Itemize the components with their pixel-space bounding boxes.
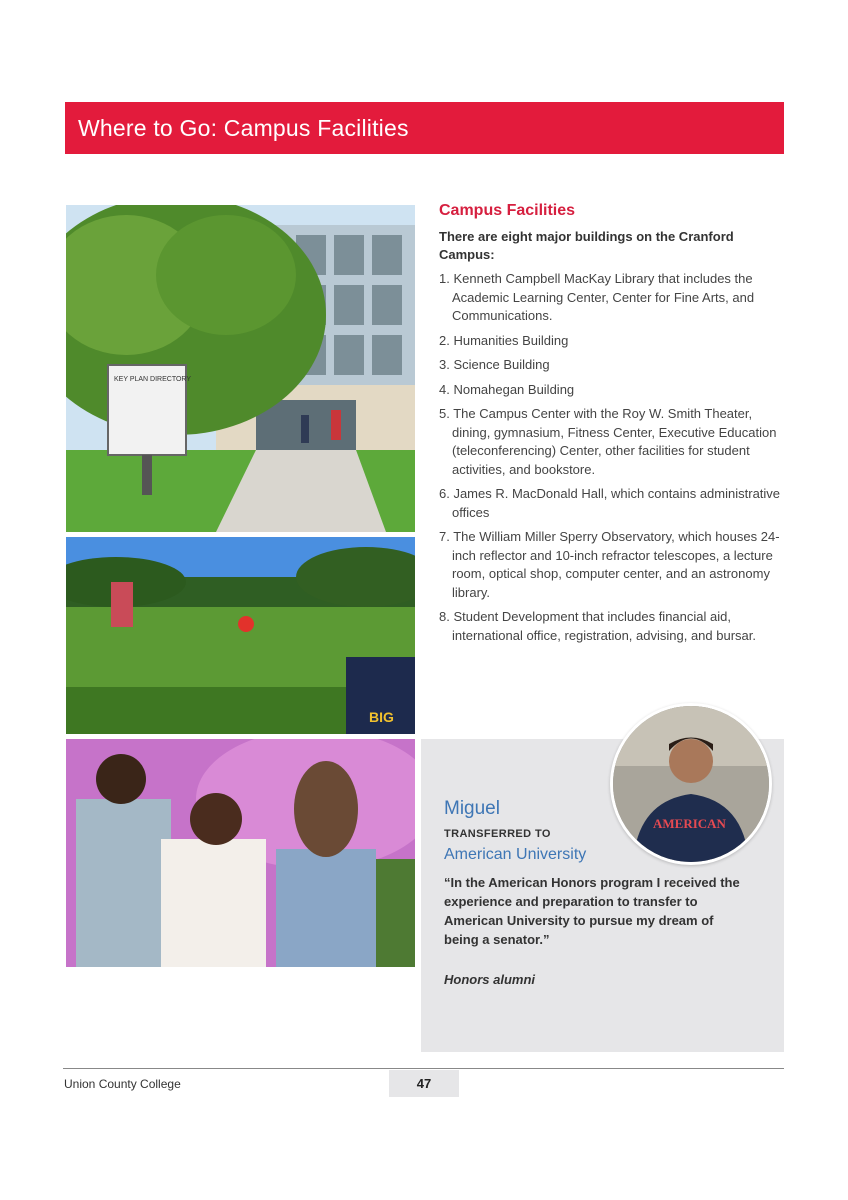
campus-facilities-section <box>439 202 789 651</box>
testimonial-name: Miguel <box>444 798 500 819</box>
testimonial-quote: “In the American Honors program I received the experience and preparation to transfer to American University to pursue my dream of being a senator.” <box>444 875 740 947</box>
page-number: 47 <box>389 1070 459 1097</box>
students-lawn-photo <box>66 537 415 734</box>
footer-divider <box>63 1068 784 1069</box>
campus-building-photo <box>66 205 415 532</box>
page-title-banner <box>65 102 784 154</box>
list-item: 2. Humanities Building <box>439 332 569 348</box>
hoodie-text: AMERICAN <box>653 816 726 831</box>
facilities-intro: There are eight major buildings on the Cranford Campus: <box>439 229 734 262</box>
transferred-label: TRANSFERRED TO <box>444 828 551 840</box>
list-item: 6. James R. MacDonald Hall, which contains administrative offices <box>439 486 781 520</box>
testimonial-attribution: Honors alumni <box>444 972 536 987</box>
page-title: Where to Go: Campus Facilities <box>78 115 409 141</box>
shirt-text: BIG <box>369 709 394 725</box>
list-item: 8. Student Development that includes financial aid, international office, registration, advising, and bursar. <box>439 609 756 643</box>
list-item: 7. The William Miller Sperry Observatory, which houses 24-inch reflector and 10-inch refractor telescopes, a lecture room, optical shop, computer center, and an astronomy library. <box>439 529 780 600</box>
sign-text: KEY PLAN DIRECTORY <box>114 376 192 383</box>
students-group-photo <box>66 739 415 967</box>
facilities-list <box>439 270 789 645</box>
list-item: 3. Science Building <box>439 357 550 372</box>
list-item: 1. Kenneth Campbell MacKay Library that includes the Academic Learning Center, Center for Fine Arts, and Communications. <box>439 271 755 323</box>
list-item: 4. Nomahegan Building <box>439 381 575 397</box>
footer-college: Union County College <box>64 1077 181 1091</box>
transfer-school: American University <box>444 846 587 863</box>
list-item: 5. The Campus Center with the Roy W. Smith Theater, dining, gymnasium, Fitness Center, Executive Education (teleconferencing) Center, other facilities for student activities, and bookstore. <box>439 406 777 477</box>
avatar <box>610 703 772 865</box>
facilities-heading: Campus Facilities <box>439 202 576 219</box>
